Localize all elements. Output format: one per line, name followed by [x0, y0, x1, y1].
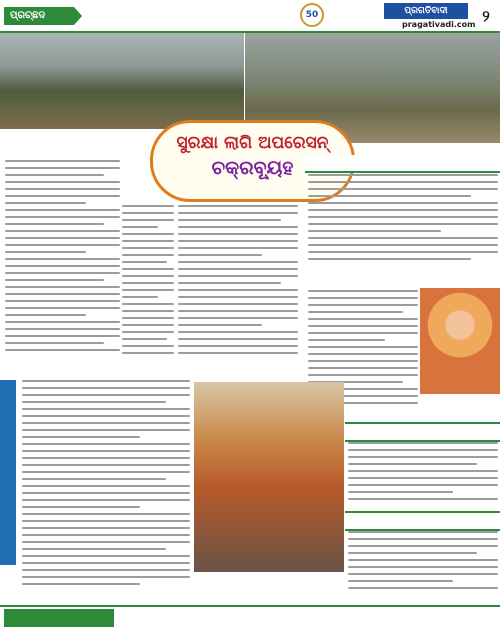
devotee-portrait-photo	[420, 288, 500, 394]
article-text-block	[22, 380, 190, 600]
article-text-block	[308, 174, 498, 269]
article-text-block	[122, 205, 174, 370]
title-chip	[326, 4, 382, 18]
article-text-block	[178, 205, 298, 370]
side-ribbon	[0, 380, 16, 565]
article-text-block	[348, 442, 498, 508]
page-number: ୨	[482, 7, 490, 25]
footer-tag	[4, 609, 114, 627]
sadhu-procession-photo	[194, 382, 344, 572]
subheading-4	[345, 511, 500, 531]
headline-line-2: ଚକ୍ରବ୍ୟୂହ	[211, 157, 294, 179]
article-text-block	[5, 160, 120, 370]
anniversary-logo-icon: 50	[300, 3, 324, 27]
subheading-3	[345, 422, 500, 442]
section-tag: ପ୍ରଚ୍ଛଦ	[4, 7, 74, 25]
dateline	[328, 20, 392, 28]
subheading-2	[306, 271, 456, 287]
article-text-block	[348, 531, 498, 601]
brand-logo: ପ୍ରଗତିବାଦୀ	[384, 3, 468, 19]
mounted-police-photo	[0, 33, 244, 129]
headline-line-1: ସୁରକ୍ଷା ଲାଗି ଅପରେସନ୍	[176, 133, 329, 153]
subheading-1	[305, 155, 500, 173]
website-url: pragativadi.com	[402, 20, 476, 29]
